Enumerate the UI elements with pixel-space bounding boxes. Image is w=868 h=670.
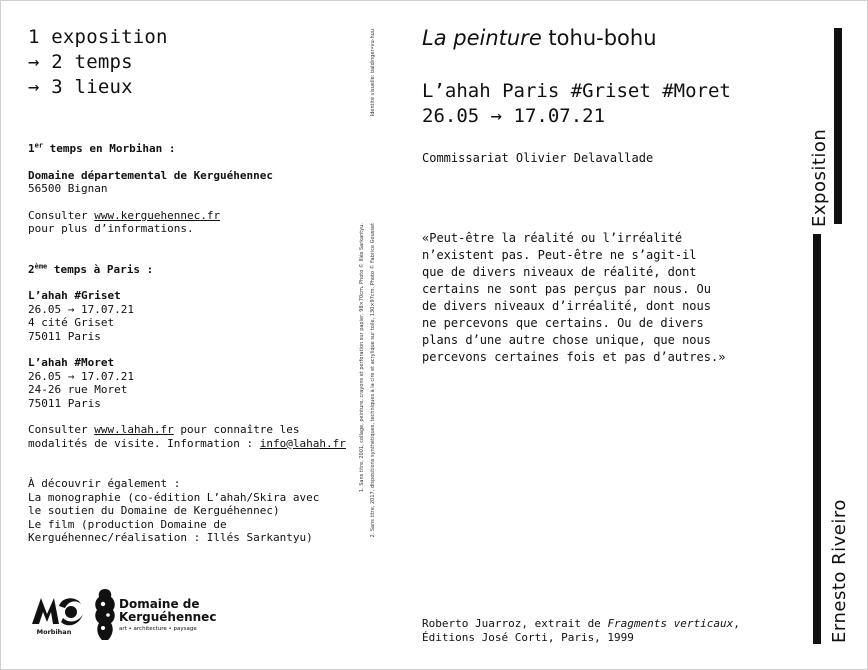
kerguehennec-logo xyxy=(93,588,215,642)
sculpture-silhouette-icon xyxy=(93,588,117,642)
moret-city: 75011 Paris xyxy=(28,396,101,410)
kerguehennec-wordmark: Domaine de Kerguéhennec art • architecture • paysage xyxy=(119,597,217,632)
exhibition-dates: 26.05 → 17.07.21 xyxy=(422,105,606,127)
side-label-exposition: Exposition xyxy=(809,128,830,227)
morbihan-consult-more: pour plus d’informations. xyxy=(28,222,194,235)
morbihan-heading: 1er temps en Morbihan : xyxy=(28,141,176,155)
paris-section xyxy=(28,263,358,451)
intro-line-2: → 2 temps xyxy=(28,51,133,73)
also-line-4: Kerguéhennec/réalisation : Illés Sarkantyu) xyxy=(28,531,313,544)
intro-line-3: → 3 lieux xyxy=(28,76,133,98)
book-title: Fragments verticaux xyxy=(607,617,734,630)
also-section xyxy=(28,477,358,545)
exhibition-venue-block xyxy=(422,79,792,129)
side-bar-bottom xyxy=(813,234,821,644)
exhibition-venue: L’ahah Paris #Griset #Moret xyxy=(422,80,731,102)
left-column xyxy=(28,25,358,545)
photo-credit-1: 1. Sans titre, 2001, collage, peinture, crayons et perforation sur papier, 98×70cm. Photo © Illés Sarkantyu. xyxy=(359,223,365,493)
paris-heading: 2ème temps à Paris : xyxy=(28,261,154,276)
photo-credits xyxy=(359,223,381,641)
quote-source: Roberto Juarroz, extrait de Fragments verticaux, Éditions José Corti, Paris, 1999 xyxy=(422,617,740,644)
morbihan-label: Morbihan xyxy=(36,628,72,636)
side-bar-top xyxy=(834,28,842,224)
email-link[interactable]: info@lahah.fr xyxy=(259,436,346,450)
curator: Commissariat Olivier Delavallade xyxy=(422,151,654,165)
moret-dates: 26.05 → 17.07.21 xyxy=(28,369,134,383)
griset-street: 4 cité Griset xyxy=(28,316,115,329)
right-column xyxy=(422,25,792,366)
also-line-3: Le film (production Domaine de xyxy=(28,517,227,531)
morbihan-section xyxy=(28,142,358,236)
morbihan-consult: Consulter www.kerguehennec.fr xyxy=(28,208,221,222)
paris-consult: Consulter www.lahah.fr pour connaître les xyxy=(28,423,300,436)
intro-line-1: 1 exposition xyxy=(28,26,168,48)
photo-credit-2: 2. Sans titre, 2017, dispositions synthétiques, techniques à la cire et acrylique sur toile, 130×97cm. Photo © Fabrice Gousset xyxy=(370,223,376,538)
morbihan-address: 56500 Bignan xyxy=(28,182,108,195)
moret-street: 24-26 rue Moret xyxy=(28,383,128,396)
griset-dates: 26.05 → 17.07.21 xyxy=(28,302,134,316)
visual-identity-credit: Identité visuelle: baldinger•vu-huu xyxy=(370,29,376,117)
side-label-artist: Ernesto Riveiro xyxy=(829,499,850,643)
lahah-link[interactable]: www.lahah.fr xyxy=(94,423,174,436)
morbihan-venue: Domaine départemental de Kerguéhennec xyxy=(28,168,274,182)
also-heading: À découvrir également : xyxy=(28,477,181,490)
quote: «Peut-être la réalité ou l’irréalité n’existent pas. Peut-être ne s’agit-il que de divers niveaux de réalité, dont certains ne sont pas perçus par nous. Ou de divers niveaux d’irréalité, dont nous ne percevons que certains. Ou de divers plans d’une autre chose unique, que nous percevons certaines fois et pas d’autres.» xyxy=(422,231,726,364)
griset-city: 75011 Paris xyxy=(28,329,101,343)
morbihan-mark-icon xyxy=(29,592,85,628)
paris-consult-line2: modalités de visite. Information : info@lahah.fr xyxy=(28,436,346,450)
also-line-2: le soutien du Domaine de Kerguéhennec) xyxy=(28,504,280,517)
moret-name: L’ahah #Moret xyxy=(28,356,115,369)
also-line-1: La monographie (co-édition L’ahah/Skira avec xyxy=(28,490,320,504)
kerguehennec-link[interactable]: www.kerguehennec.fr xyxy=(94,208,221,222)
intro-block xyxy=(28,25,358,100)
morbihan-logo xyxy=(29,592,85,638)
exhibition-title: La peinture tohu-bohu xyxy=(422,26,657,50)
griset-name: L’ahah #Griset xyxy=(28,289,121,302)
